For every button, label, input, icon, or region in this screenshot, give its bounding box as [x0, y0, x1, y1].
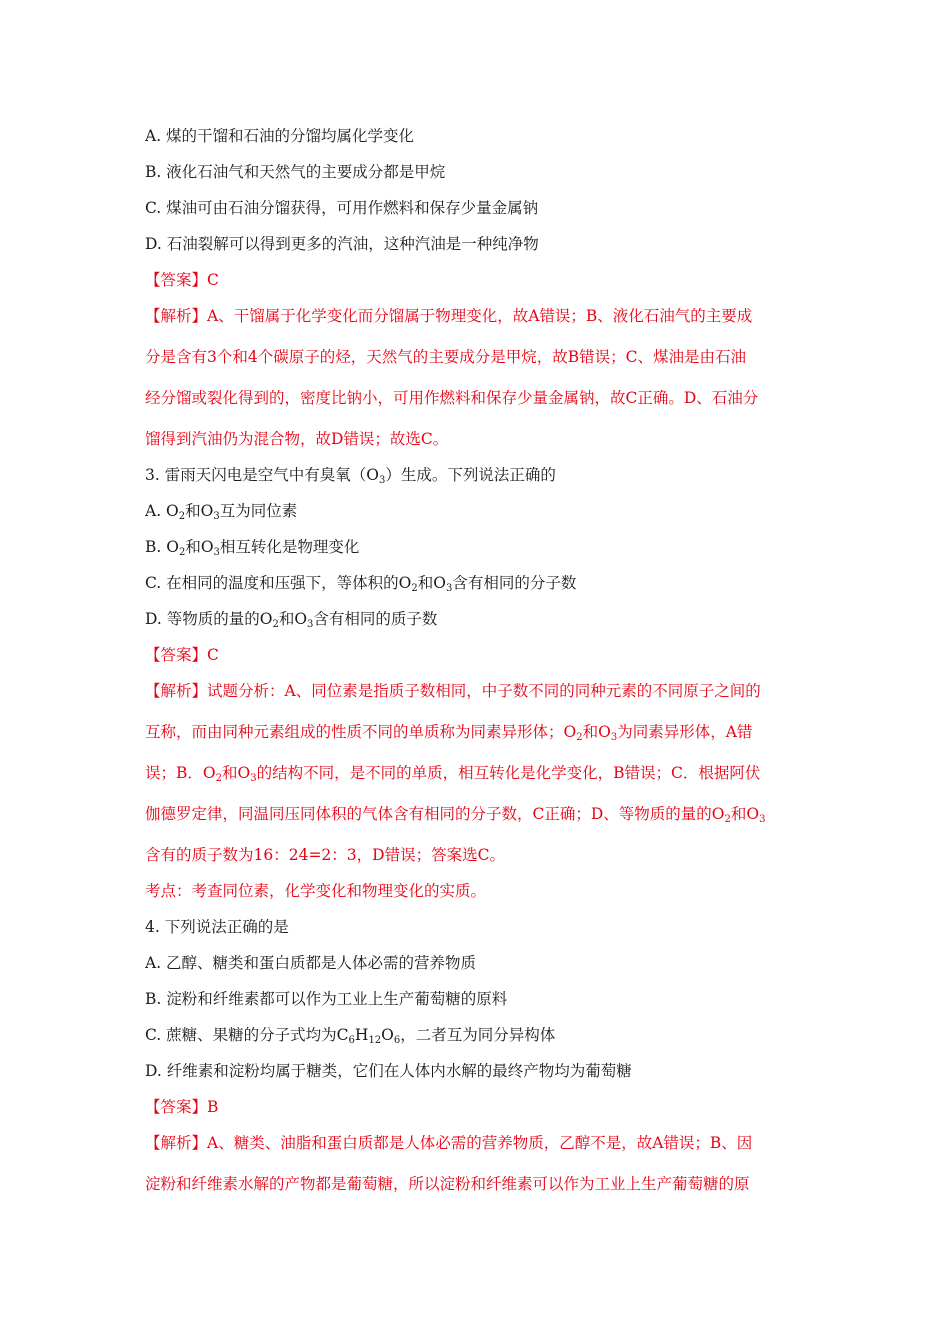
q3-analysis-line: 含有的质子数为16：24=2：3，D错误；答案选C。 [145, 846, 505, 864]
q4-answer: 【答案】B [145, 1098, 219, 1116]
q4-option-c: C. 蔗糖、果糖的分子式均为$C_6H_{12}O_6$，二者互为同分异构体 [145, 1026, 556, 1046]
q2-option-b: B. 液化石油气和天然气的主要成分都是甲烷 [145, 163, 446, 181]
q4-option-d: D. 纤维素和淀粉均属于糖类，它们在人体内水解的最终产物均为葡萄糖 [145, 1062, 632, 1080]
q3-answer: 【答案】C [145, 646, 219, 664]
q3-stem: 3. 雷雨天闪电是空气中有臭氧$(O_3)$生成。下列说法正确的 [145, 466, 556, 486]
q3-analysis-line: 伽德罗定律，同温同压同体积的气体含有相同的分子数，C正确；D、等物质的量的$O_2$和$O_3$ [145, 805, 766, 825]
q3-analysis-line: 【解析】试题分析：A、同位素是指质子数相同，中子数不同的同种元素的不同原子之间的 [145, 682, 761, 700]
q3-kaodian: 考点：考查同位素，化学变化和物理变化的实质。 [145, 882, 487, 900]
q3-analysis-line: 互称，而由同种元素组成的性质不同的单质称为同素异形体；$O_2$和$O_3$为同素异形体，A错 [145, 723, 753, 743]
q3-option-c: C. 在相同的温度和压强下，等体积的$O_2$和$O_3$含有相同的分子数 [145, 574, 577, 594]
q4-analysis-line: 淀粉和纤维素水解的产物都是葡萄糖，所以淀粉和纤维素可以作为工业上生产葡萄糖的原 [145, 1175, 750, 1193]
q3-option-a: A. $O_2$和$O_3$互为同位素 [145, 502, 298, 522]
q3-option-b: B. $O_2$和$O_3$相互转化是物理变化 [145, 538, 360, 558]
q2-option-d: D. 石油裂解可以得到更多的汽油，这种汽油是一种纯净物 [145, 235, 539, 253]
q2-analysis-line: 经分馏或裂化得到的，密度比钠小，可用作燃料和保存少量金属钠，故C正确。D、石油分 [145, 389, 759, 407]
q3-option-d: D. 等物质的量的$O_2$和$O_3$含有相同的质子数 [145, 610, 438, 630]
q4-analysis-line: 【解析】A、糖类、油脂和蛋白质都是人体必需的营养物质，乙醇不是，故A错误；B、因 [145, 1134, 753, 1152]
q2-option-c: C. 煤油可由石油分馏获得，可用作燃料和保存少量金属钠 [145, 199, 539, 217]
q4-stem: 4. 下列说法正确的是 [145, 918, 289, 936]
q2-analysis-line: 【解析】A、干馏属于化学变化而分馏属于物理变化，故A错误；B、液化石油气的主要成 [145, 307, 753, 325]
q2-option-a: A. 煤的干馏和石油的分馏均属化学变化 [145, 127, 415, 145]
q4-option-a: A. 乙醇、糖类和蛋白质都是人体必需的营养物质 [145, 954, 477, 972]
q2-analysis-line: 分是含有3个和4个碳原子的烃，天然气的主要成分是甲烷，故B错误；C、煤油是由石油 [145, 348, 746, 366]
q4-option-b: B. 淀粉和纤维素都可以作为工业上生产葡萄糖的原料 [145, 990, 508, 1008]
q3-analysis-line: 误；B．$O_2$和$O_3$的结构不同，是不同的单质，相互转化是化学变化，B错误；C．根据阿伏 [145, 764, 761, 784]
q2-answer: 【答案】C [145, 271, 219, 289]
q2-analysis-line: 馏得到汽油仍为混合物，故D错误；故选C。 [145, 430, 449, 448]
